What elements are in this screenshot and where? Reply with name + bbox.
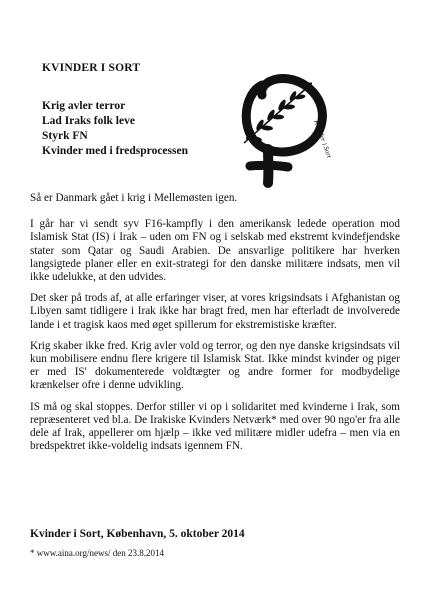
paragraph: I går har vi sendt syv F16-kampfly i den amerikansk ledede operation mod Islamisk Stat (IS) i Irak – uden om FN og i selskab med ekstremt kvindefjendske stater som Qatar og Saudi Arabien. De ansvarlige politikere har hverken langsigtede planer eller en exit-strategi for den danske militære indsats, men vil ikke udelukke, at den udvides. [30,218,400,284]
letter-body [30,192,400,461]
slogan-item: Krig avler terror [42,100,126,112]
slogan-item: Lad Iraks folk leve [42,115,135,127]
paragraph: Det sker på trods af, at alle erfaringer viser, at vores krigsindsats i Afghanistan og Libyen samt tidligere i Irak ikke har bragt fred, men har efterladt de involverede lande i et tragisk kaos med øget spillerum for ekstremistiske kræfter. [30,292,400,331]
paragraph: IS må og skal stoppes. Derfor stiller vi op i solidaritet med kvinderne i Irak, som repræsenteret ved bl.a. De Irakiske Kvinders Netværk* med over 90 ngo'er fra alle dele af Irak, appellerer om hjælp – ikke ved militære midler udefra – men via en bredspektret ikke-voldelig indsats igennem FN. [30,400,400,453]
logo-text: Kvinder i Sort [312,118,334,159]
slogan-list [42,99,188,159]
paragraph: Krig skaber ikke fred. Krig avler vold og terror, og den nye danske krigsindsats vil kun mobilisere endnu flere krigere til Islamisk Stat. Ikke mindst kvinder og piger er med IS' dokumenterede voldtægter og andre former for modbydelige krænkelser ofre i denne udvikling. [30,339,400,392]
slogan-item: Kvinder med i fredsprocessen [42,145,188,157]
footnote: * www.aina.org/news/ den 23.8.2014 [30,548,164,558]
slogan-item: Styrk FN [42,130,88,142]
organization-title: KVINDER I SORT [42,62,141,74]
paragraph: Så er Danmark gået i krig i Mellemøsten igen. [30,192,238,204]
signature: Kvinder i Sort, København, 5. oktober 2014 [30,528,245,540]
venus-olive-logo-icon [222,65,342,190]
